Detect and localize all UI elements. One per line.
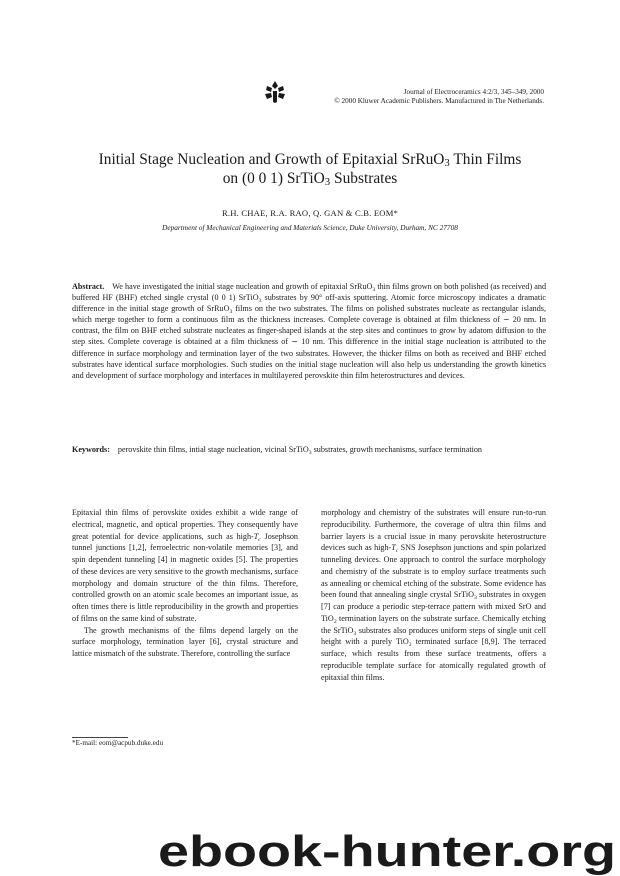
watermark <box>158 826 620 876</box>
keywords-label: Keywords: <box>72 445 110 454</box>
paragraph: morphology and chemistry of the substrates will ensure run-to-run reproducibility. Furthermore, the coverage of ultra thin films and barrier layers is a crucial issue in many perovskite heterostructure devices such as high-$T_c$ SNS Josephson junctions and spin polarized tunneling devices. One approach to control the surface morphology and chemistry of the substrate is to employ surface treatments such as annealing or chemical etching of the substrate. Some evidence has been found that annealing single crystal SrTiO$_3$ substrates in oxygen [7] can produce a periodic step-terrace pattern with mixed SrO and TiO$_2$ termination layers on the substrate surface. Chemically etching the SrTiO$_3$ substrates also produces uniform steps of single unit cell height with a purely TiO$_2$ terminated surface [8,9]. The terraced surface, which results from these surface treatments, offers a reproducible template surface for atomically regulated growth of epitaxial thin films. <box>321 508 547 682</box>
keywords: Keywords: perovskite thin films, intial stage nucleation, vicinal SrTiO$_3$ substrates, growth mechanisms, surface termination <box>72 445 482 456</box>
paragraph: The growth mechanisms of the films depend largely on the surface morphology, termination layer [6], crystal structure and lattice mismatch of the substrate. Therefore, controlling the surface <box>72 625 298 658</box>
authors: R.H. CHAE, R.A. RAO, Q. GAN & C.B. EOM* <box>221 208 399 218</box>
body-right-column <box>321 507 546 683</box>
body-left-column <box>72 507 298 660</box>
abstract: Abstract. We have investigated the initial stage nucleation and growth of epitaxial SrRuO$_3$ thin films grown on both polished (as received) and buffered HF (BHF) etched single crystal (0 0 1) SrTiO$_3$ substrates by 90° off-axis sputtering. Atomic force microscopy indicates a dramatic difference in the initial stage growth of SrRuO$_3$ films on the two substrates. The films on polished substrates nucleate as rectangular islands, which merge together to form a continuous film as the thickness increases. Complete coverage is obtained at film thickness of ∼ 20 nm. In contrast, the film on BHF etched substrate nucleates as finger-shaped islands at the step sites and continues to grow by adatom diffusion to the step sites. Complete coverage is obtained at a film thickness of ∼ 10 nm. This difference in the initial stage nucleation is attributed to the difference in surface morphology and termination layer of the two substrates. However, the thicker films on both as received and BHF etched substrates have identical surface morphologies. Such studies on the initial stage nucleation will also help us understanding the growth kinetics and development of surface morphology and interfaces in multilayered perovskite thin film heterostructures and devices. <box>72 282 547 380</box>
paragraph: Epitaxial thin films of perovskite oxides exhibit a wide range of electrical, magnetic, and optical properties. They consequently have great potential for device applications, such as high-$T_c$ Josephson tunnel junctions [1,2], ferroelectric non-volatile memories [3], and spin dependent tunneling [4] in magnetic oxides [5]. The properties of these devices are very sensitive to the growth mechanisms, surface morphology and domain structure of the thin films. Therefore, controlled growth on an atomic scale becomes an important issue, as often times there is little reproducibility in the growth and properties of films on the same kind of substrate. <box>72 508 298 623</box>
abstract-label: Abstract. <box>72 282 105 291</box>
copyright-line: © 2000 Kluwer Academic Publishers. Manufactured in The Netherlands. <box>334 97 544 105</box>
footnote-rule <box>72 737 128 738</box>
paper-title: Initial Stage Nucleation and Growth of Epitaxial SrRuO$_3$ Thin Films on (0 0 1) SrTiO$_3$ Substrates <box>98 151 522 188</box>
footnote-email: *E-mail: eom@acpub.duke.edu <box>72 739 164 747</box>
watermark-text: ebook-hunter.org <box>158 827 616 876</box>
kluwer-logo-icon <box>264 80 286 104</box>
affiliation: Department of Mechanical Engineering and Materials Science, Duke University, Durham, NC 27708 <box>162 223 458 232</box>
journal-citation: Journal of Electroceramics 4:2/3, 345–349, 2000 <box>403 88 544 96</box>
